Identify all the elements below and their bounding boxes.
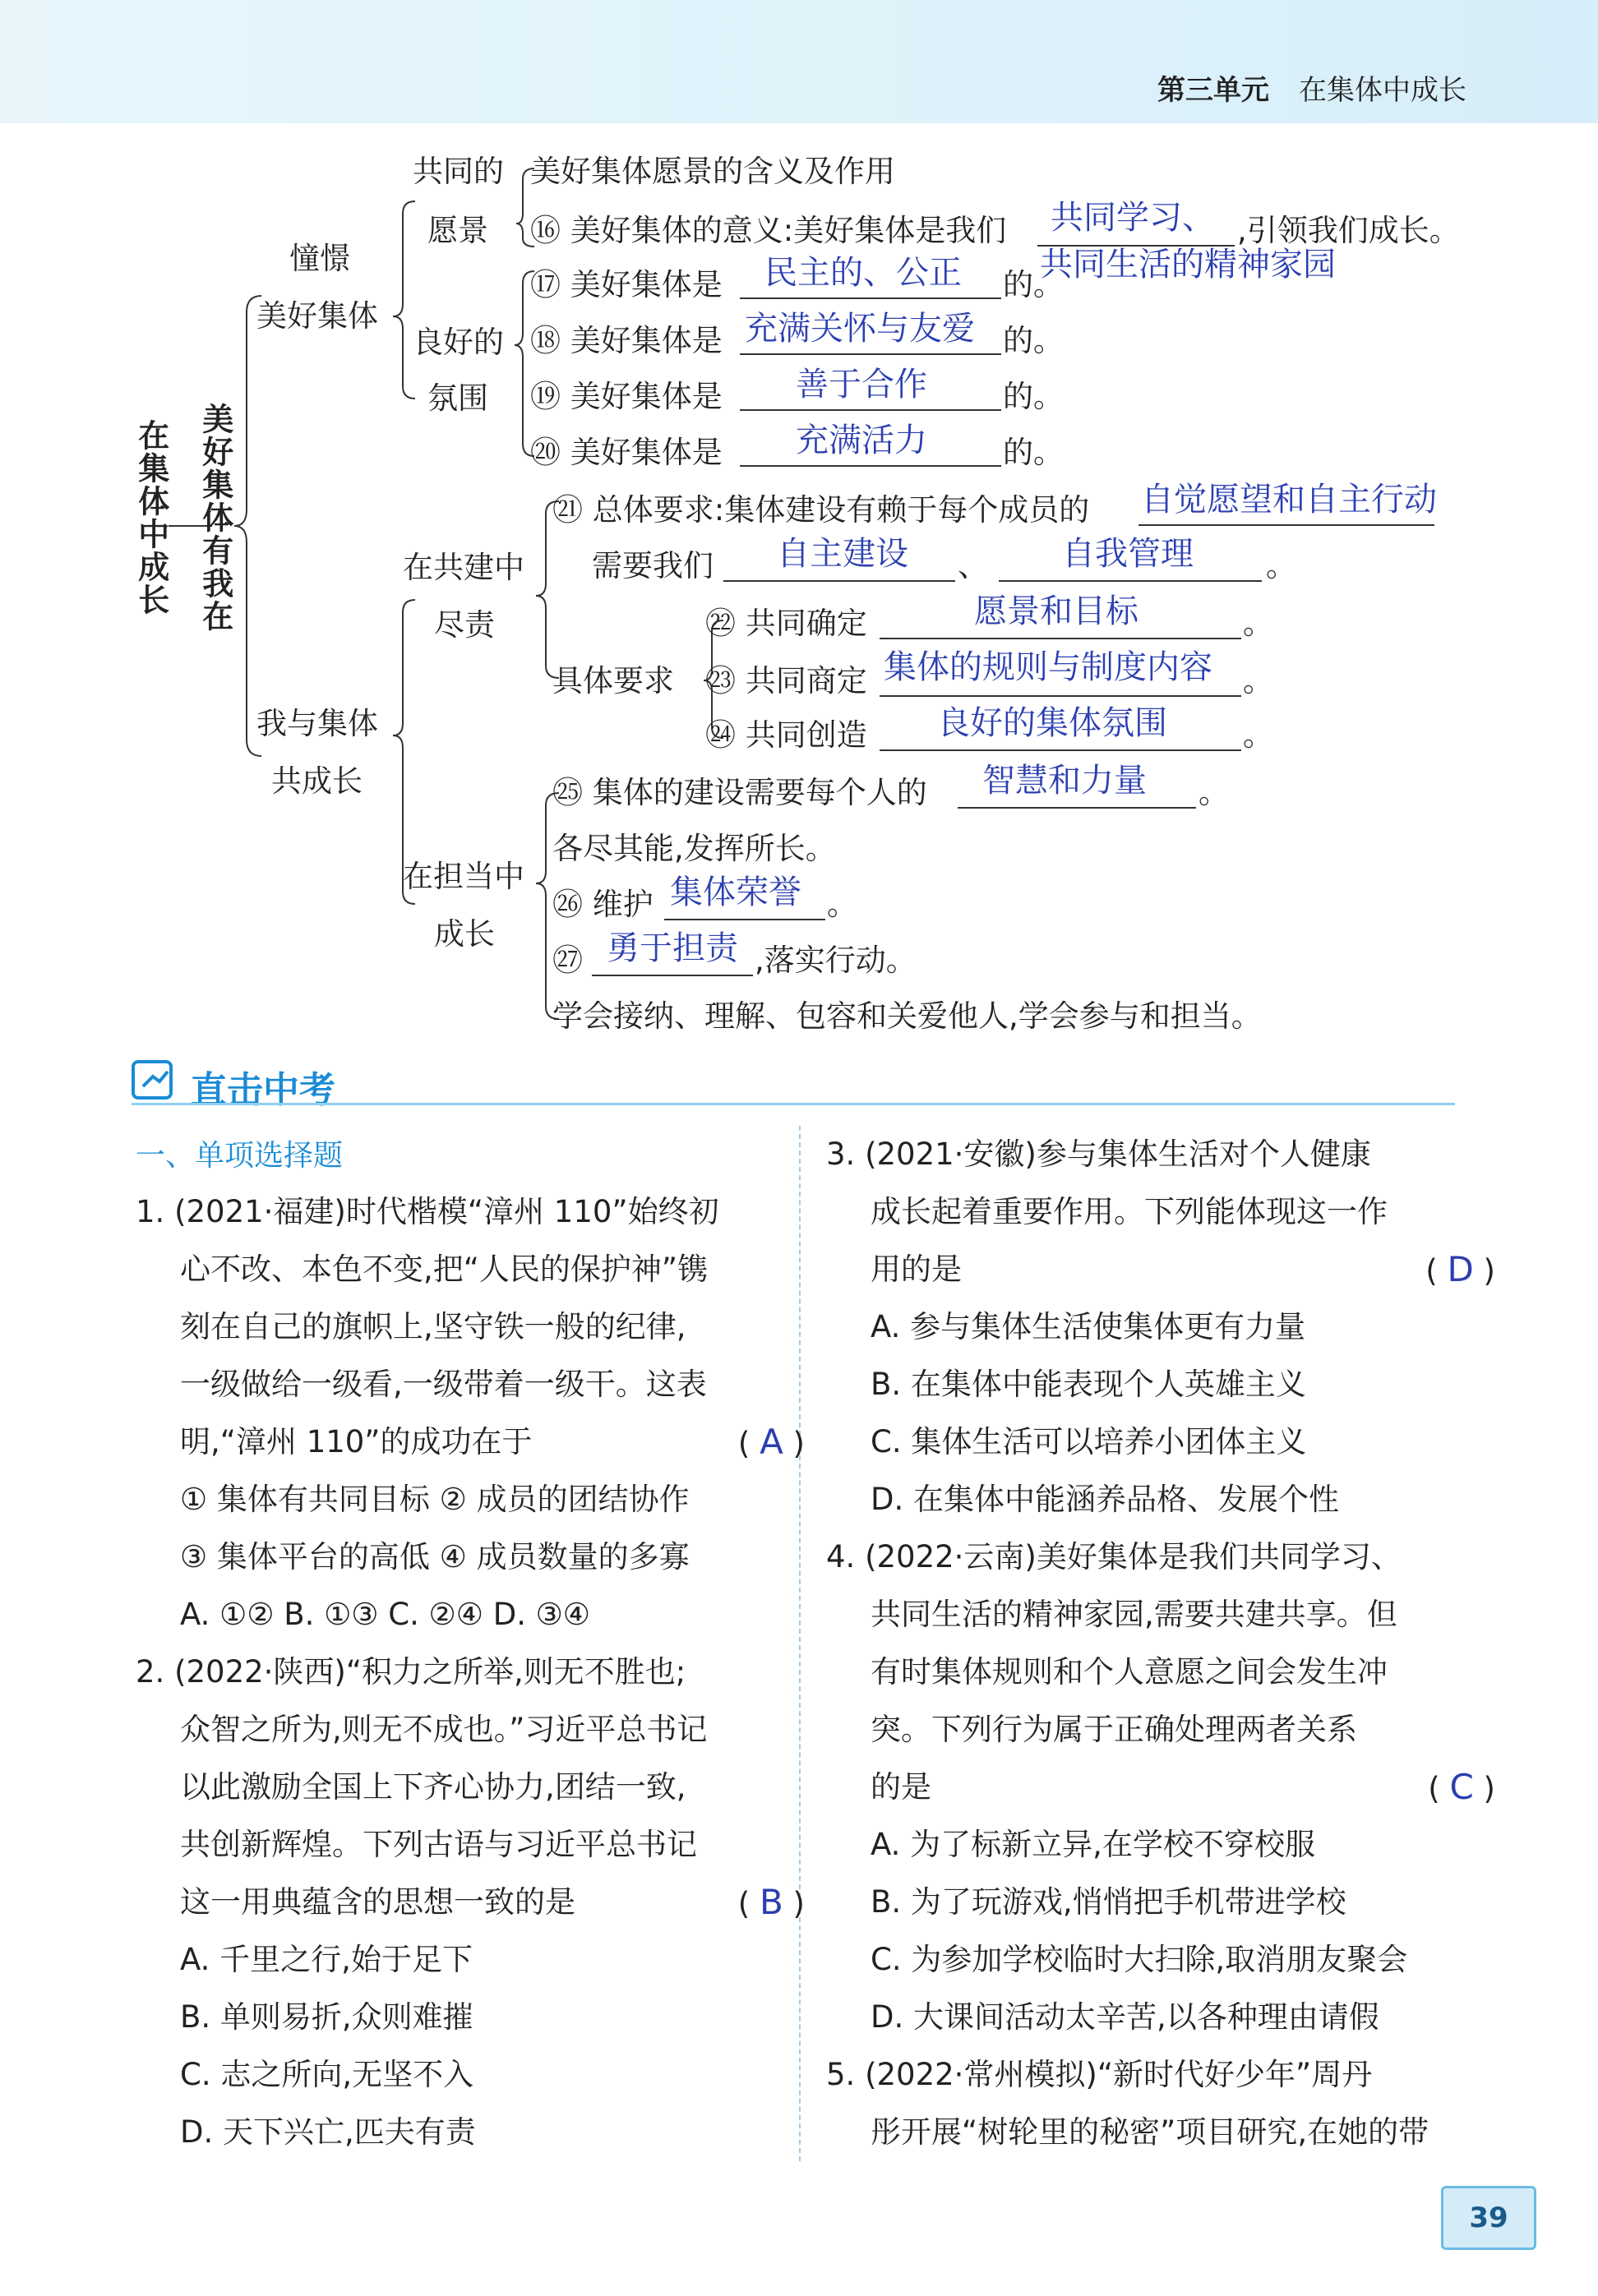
answer-18: 充满关怀与友爱 <box>745 310 975 348</box>
r18-pre: ⑱ 美好集体是 <box>530 323 723 358</box>
r19-post: 的。 <box>1003 379 1064 414</box>
q2-answer: B <box>759 1882 783 1922</box>
lesson-title: 美好集体有我在 <box>196 403 233 633</box>
r28-text: 学会接纳、理解、包容和关爱他人,学会参与和担当。 <box>552 998 1262 1034</box>
q3-option: D. 在集体中能涵养品格、发展个性 <box>871 1482 1340 1517</box>
answer-17: 民主的、公正 <box>764 254 962 292</box>
q3-line: 用的是 <box>871 1252 962 1287</box>
branch1-title-a: 憧憬 <box>289 241 350 276</box>
q1-line: 一级做给一级看,一级带着一级干。这表 <box>180 1367 707 1402</box>
q2-option: A. 千里之行,始于足下 <box>180 1942 473 1977</box>
r22-end: 。 <box>1243 606 1273 641</box>
q2-option: C. 志之所向,无坚不入 <box>180 2057 474 2092</box>
r27-post: ,落实行动。 <box>755 943 917 978</box>
answer-line <box>740 297 1001 299</box>
q4-option: D. 大课间活动太辛苦,以各种理由请假 <box>871 1999 1379 2035</box>
answer-25: 智慧和力量 <box>982 762 1147 800</box>
q4-answer: C <box>1449 1767 1474 1807</box>
column-divider <box>799 1126 801 2161</box>
question-1 <box>136 1183 805 1644</box>
r17-post: 的。 <box>1003 267 1064 302</box>
q1-option: A. ①② B. ①③ C. ②④ D. ③④ <box>180 1597 591 1632</box>
r24-end: 。 <box>1243 717 1273 753</box>
answer-21b2: 自我管理 <box>1062 535 1194 573</box>
question-5 <box>826 2046 1429 2161</box>
answer-line <box>880 749 1241 751</box>
page-number: 39 <box>1441 2186 1536 2250</box>
r25-end: 。 <box>1198 775 1229 810</box>
q4-option: C. 为参加学校临时大扫除,取消朋友聚会 <box>871 1942 1408 1977</box>
answer-27: 勇于担责 <box>607 929 738 967</box>
build-label-a: 在共建中 <box>403 550 524 585</box>
question-2 <box>136 1644 805 2161</box>
r26-pre: ㉖ 维护 <box>552 887 654 922</box>
q3-option: C. 集体生活可以培养小团体主义 <box>871 1424 1307 1459</box>
r27-pre: ㉗ <box>552 943 583 978</box>
unit-title: 在集体中成长 <box>1299 74 1466 107</box>
q3-option: A. 参与集体生活使集体更有力量 <box>871 1309 1306 1344</box>
q2-option: B. 单则易折,众则难摧 <box>180 1999 473 2035</box>
r26-end: 。 <box>827 887 857 922</box>
answer-20: 充满活力 <box>796 422 927 459</box>
r25b-text: 各尽其能,发挥所长。 <box>552 831 836 866</box>
section-divider <box>132 1103 1455 1105</box>
answer-paren: ( A ) <box>737 1422 805 1462</box>
r23-pre: ㉓ 共同商定 <box>705 663 867 698</box>
answer-paren: ( B ) <box>737 1882 805 1922</box>
r20-post: 的。 <box>1003 435 1064 470</box>
q5-line: 彤开展“树轮里的秘密”项目研究,在她的带 <box>871 2114 1429 2150</box>
q4-line: 突。下列行为属于正确处理两者关系 <box>871 1712 1357 1747</box>
atmo-label-b: 氛围 <box>427 380 488 416</box>
r20-pre: ⑳ 美好集体是 <box>530 435 723 470</box>
build-label-b: 尽责 <box>434 607 495 643</box>
q3-option: B. 在集体中能表现个人英雄主义 <box>871 1367 1306 1402</box>
question-3 <box>826 1126 1495 1528</box>
q3-answer: D <box>1447 1249 1474 1289</box>
q1-option: ③ 集体平台的高低 ④ 成员数量的多寡 <box>180 1539 690 1574</box>
answer-16a: 共同学习、 <box>1051 199 1215 237</box>
q1-answer: A <box>760 1422 783 1462</box>
r23-end: 。 <box>1243 663 1273 698</box>
r24-pre: ㉔ 共同创造 <box>705 717 867 753</box>
answer-21b1: 自主建设 <box>777 535 908 573</box>
q2-line: 2. (2022·陕西)“积力之所举,则无不胜也; <box>136 1654 686 1690</box>
unit-label: 第三单元 <box>1157 74 1269 107</box>
q1-line: 刻在自己的旗帜上,坚守铁一般的纪律, <box>180 1309 686 1344</box>
answer-21: 自觉愿望和自主行动 <box>1141 481 1437 519</box>
r21b-pre: 需要我们 <box>592 548 714 583</box>
q2-line: 众智之所为,则无不成也。”习近平总书记 <box>180 1712 708 1747</box>
answer-16b: 共同生活的精神家园 <box>1040 246 1336 284</box>
duty-label-b: 成长 <box>434 916 495 952</box>
branch1-title-b: 美好集体 <box>256 298 378 334</box>
running-icon <box>132 1058 178 1103</box>
r17-pre: ⑰ 美好集体是 <box>530 267 723 302</box>
q4-option: A. 为了标新立异,在学校不穿校服 <box>871 1827 1315 1862</box>
r21-pre: ㉑ 总体要求:集体建设有赖于每个成员的 <box>552 492 1090 528</box>
q3-line: 3. (2021·安徽)参与集体生活对个人健康 <box>826 1136 1371 1172</box>
q4-line: 4. (2022·云南)美好集体是我们共同学习、 <box>826 1539 1402 1574</box>
branch2-title-a: 我与集体 <box>256 706 378 741</box>
answer-line <box>740 465 1001 467</box>
answer-23: 集体的规则与制度内容 <box>884 648 1212 686</box>
answer-24: 良好的集体氛围 <box>937 704 1167 742</box>
answer-line <box>664 919 825 920</box>
q2-line: 共创新辉煌。下列古语与习近平总书记 <box>180 1827 697 1862</box>
answer-22: 愿景和目标 <box>974 592 1138 630</box>
question-4 <box>826 1528 1495 2046</box>
answer-line <box>723 580 955 582</box>
answer-19: 善于合作 <box>796 366 927 403</box>
r19-pre: ⑲ 美好集体是 <box>530 379 723 414</box>
q1-line: 明,“漳州 110”的成功在于 <box>180 1424 533 1459</box>
q4-line: 有时集体规则和个人意愿之间会发生冲 <box>871 1654 1388 1690</box>
q5-line: 5. (2022·常州模拟)“新时代好少年”周丹 <box>826 2057 1373 2092</box>
branch2-title-b: 共成长 <box>271 763 363 799</box>
section-title: 直击中考 <box>191 1069 335 1111</box>
answer-line <box>740 409 1001 411</box>
r25-pre: ㉕ 集体的建设需要每个人的 <box>552 775 927 810</box>
answer-paren: ( C ) <box>1428 1767 1495 1807</box>
q1-line: 心不改、本色不变,把“人民的保护神”镌 <box>180 1252 709 1287</box>
section-subtitle: 一、单项选择题 <box>136 1139 344 1173</box>
q2-option: D. 天下兴亡,匹夫有责 <box>180 2114 476 2150</box>
answer-line <box>999 580 1262 582</box>
q1-line: 1. (2021·福建)时代楷模“漳州 110”始终初 <box>136 1194 719 1229</box>
q1-option: ① 集体有共同目标 ② 成员的团结协作 <box>180 1482 690 1517</box>
vision-label-b: 愿景 <box>427 213 488 248</box>
answer-paren: ( D ) <box>1425 1249 1495 1289</box>
r21b-sep: 、 <box>958 548 988 583</box>
q2-line: 以此激励全国上下齐心协力,团结一致, <box>180 1769 686 1805</box>
answer-26: 集体荣誉 <box>670 874 801 911</box>
q2-line: 这一用典蕴含的思想一致的是 <box>180 1884 575 1920</box>
q4-line: 的是 <box>871 1769 931 1805</box>
answer-line <box>740 353 1001 355</box>
duty-label-a: 在担当中 <box>403 859 524 894</box>
r22-pre: ㉒ 共同确定 <box>705 606 867 641</box>
r18-post: 的。 <box>1003 323 1064 358</box>
answer-line <box>880 695 1241 697</box>
atmo-label-a: 良好的 <box>413 325 504 360</box>
answer-line <box>958 807 1196 809</box>
specific-label: 具体要求 <box>552 663 674 698</box>
vision-label-a: 共同的 <box>413 154 504 189</box>
answer-line <box>592 975 753 976</box>
q3-line: 成长起着重要作用。下列能体现这一作 <box>871 1194 1388 1229</box>
q4-option: B. 为了玩游戏,悄悄把手机带进学校 <box>871 1884 1346 1920</box>
answer-line <box>880 638 1241 639</box>
vision-item2-pre: ⑯ 美好集体的意义:美好集体是我们 <box>530 213 1007 248</box>
r21b-end: 。 <box>1266 548 1296 583</box>
vision-item2-post: ,引领我们成长。 <box>1237 213 1460 248</box>
q4-line: 共同生活的精神家园,需要共建共享。但 <box>871 1597 1397 1632</box>
vision-item1: 美好集体愿景的含义及作用 <box>530 154 895 189</box>
root-title: 在集体中成长 <box>132 419 169 616</box>
answer-line <box>1138 524 1434 526</box>
